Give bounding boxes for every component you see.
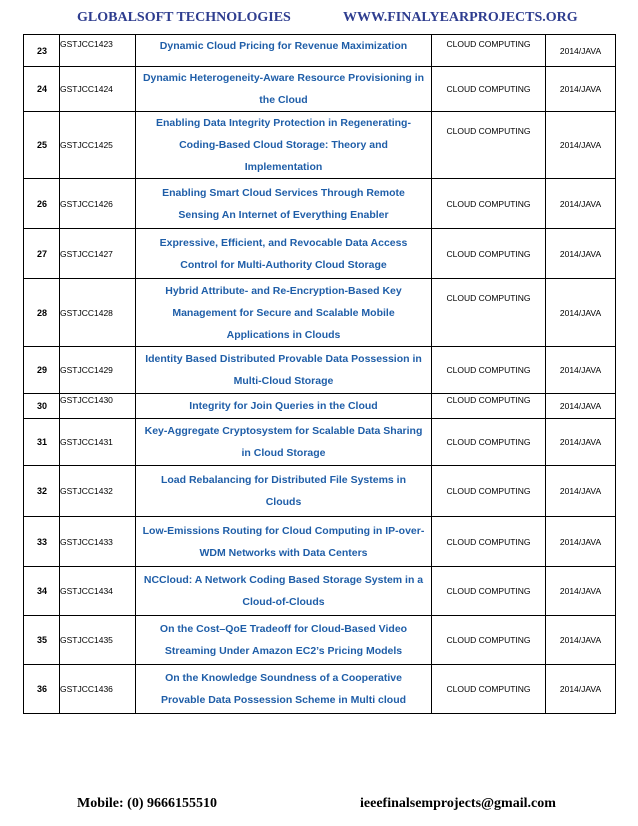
- project-code: GSTJCC1435: [60, 616, 136, 665]
- mobile-number: Mobile: (0) 9666155510: [77, 796, 217, 811]
- project-domain: CLOUD COMPUTING: [432, 179, 546, 229]
- table-row: [24, 665, 616, 714]
- row-number: 31: [24, 419, 60, 466]
- projects-table: [23, 34, 616, 714]
- project-title: [136, 67, 432, 112]
- project-domain: CLOUD COMPUTING: [432, 517, 546, 567]
- project-title-text: Dynamic Cloud Pricing for Revenue Maximization: [159, 40, 408, 52]
- project-code: GSTJCC1436: [60, 665, 136, 714]
- project-title: [136, 567, 432, 616]
- project-domain: CLOUD COMPUTING: [432, 112, 546, 179]
- table-row: [24, 179, 616, 229]
- project-title: [136, 665, 432, 714]
- project-domain: CLOUD COMPUTING: [432, 67, 546, 112]
- project-domain: CLOUD COMPUTING: [432, 567, 546, 616]
- row-number: 33: [24, 517, 60, 567]
- table-row: [24, 35, 616, 67]
- project-title-text: Expressive, Efficient, and Revocable Data Access Control for Multi-Authority Cloud Storage: [159, 236, 408, 271]
- row-number: 29: [24, 347, 60, 394]
- project-code: GSTJCC1426: [60, 179, 136, 229]
- project-year: 2014/JAVA: [546, 567, 616, 616]
- project-year: 2014/JAVA: [546, 419, 616, 466]
- project-domain: CLOUD COMPUTING: [432, 35, 546, 67]
- project-title-text: NCCloud: A Network Coding Based Storage System in a Cloud-of-Clouds: [143, 574, 424, 608]
- project-title-text: Load Rebalancing for Distributed File Systems in Clouds: [160, 474, 407, 508]
- project-year: 2014/JAVA: [546, 466, 616, 517]
- table-row: [24, 466, 616, 517]
- project-title-text: Identity Based Distributed Provable Data Possession in Multi-Cloud Storage: [145, 353, 422, 387]
- project-year: 2014/JAVA: [546, 347, 616, 394]
- row-number: 30: [24, 394, 60, 419]
- project-domain: CLOUD COMPUTING: [432, 616, 546, 665]
- project-title: [136, 112, 432, 179]
- project-year: 2014/JAVA: [546, 616, 616, 665]
- table-row: [24, 616, 616, 665]
- project-year: 2014/JAVA: [546, 112, 616, 179]
- project-title: [136, 616, 432, 665]
- project-year: 2014/JAVA: [546, 67, 616, 112]
- project-code: GSTJCC1434: [60, 567, 136, 616]
- project-year: 2014/JAVA: [546, 517, 616, 567]
- project-title: [136, 229, 432, 279]
- project-title-text: Hybrid Attribute- and Re-Encryption-Based Key Management for Secure and Scalable Mobile Applications in Clouds: [165, 284, 402, 341]
- row-number: 35: [24, 616, 60, 665]
- project-title-text: Dynamic Heterogeneity-Aware Resource Provisioning in the Cloud: [142, 72, 425, 106]
- row-number: 27: [24, 229, 60, 279]
- project-title: [136, 394, 432, 419]
- row-number: 24: [24, 67, 60, 112]
- project-title: [136, 517, 432, 567]
- project-title-text: Enabling Data Integrity Protection in Regenerating-Coding-Based Cloud Storage: Theory and Implementation: [156, 117, 411, 173]
- table-row: [24, 567, 616, 616]
- row-number: 34: [24, 567, 60, 616]
- project-title: [136, 347, 432, 394]
- row-number: 36: [24, 665, 60, 714]
- table-row: [24, 67, 616, 112]
- project-title: [136, 279, 432, 347]
- table-row: [24, 347, 616, 394]
- project-title: [136, 419, 432, 466]
- project-title: [136, 179, 432, 229]
- project-domain: CLOUD COMPUTING: [432, 466, 546, 517]
- project-title-text: Key-Aggregate Cryptosystem for Scalable Data Sharing in Cloud Storage: [144, 425, 423, 459]
- project-domain: CLOUD COMPUTING: [432, 665, 546, 714]
- project-code: GSTJCC1432: [60, 466, 136, 517]
- company-name: GLOBALSOFT TECHNOLOGIES: [77, 10, 291, 25]
- project-domain: CLOUD COMPUTING: [432, 229, 546, 279]
- project-title-text: Integrity for Join Queries in the Cloud: [189, 400, 378, 412]
- email-link[interactable]: ieeefinalsemprojects@gmail.com: [360, 796, 556, 811]
- project-year: 2014/JAVA: [546, 665, 616, 714]
- project-code: GSTJCC1427: [60, 229, 136, 279]
- project-domain: CLOUD COMPUTING: [432, 419, 546, 466]
- page-header: [0, 10, 638, 30]
- table-row: [24, 419, 616, 466]
- project-year: 2014/JAVA: [546, 279, 616, 347]
- project-code: GSTJCC1423: [60, 35, 136, 67]
- project-code: GSTJCC1430: [60, 394, 136, 419]
- row-number: 26: [24, 179, 60, 229]
- project-title: [136, 35, 432, 67]
- project-title-text: On the Cost–QoE Tradeoff for Cloud-Based Video Streaming Under Amazon EC2’s Pricing Models: [159, 623, 408, 657]
- row-number: 23: [24, 35, 60, 67]
- project-title: [136, 466, 432, 517]
- project-code: GSTJCC1431: [60, 419, 136, 466]
- table-row: [24, 394, 616, 419]
- project-code: GSTJCC1433: [60, 517, 136, 567]
- project-year: 2014/JAVA: [546, 179, 616, 229]
- table-row: [24, 112, 616, 179]
- project-domain: CLOUD COMPUTING: [432, 394, 546, 419]
- website-link[interactable]: WWW.FINALYEARPROJECTS.ORG: [343, 10, 578, 25]
- row-number: 32: [24, 466, 60, 517]
- project-year: 2014/JAVA: [546, 35, 616, 67]
- project-code: GSTJCC1424: [60, 67, 136, 112]
- project-domain: CLOUD COMPUTING: [432, 279, 546, 347]
- project-year: 2014/JAVA: [546, 394, 616, 419]
- project-title-text: On the Knowledge Soundness of a Cooperative Provable Data Possession Scheme in Multi cloud: [160, 672, 407, 706]
- table-row: [24, 517, 616, 567]
- row-number: 25: [24, 112, 60, 179]
- project-title-text: Enabling Smart Cloud Services Through Remote Sensing An Internet of Everything Enabler: [162, 186, 405, 221]
- page-footer: [0, 796, 638, 816]
- table-row: [24, 279, 616, 347]
- table-row: [24, 229, 616, 279]
- project-domain: CLOUD COMPUTING: [432, 347, 546, 394]
- project-title-text: Low-Emissions Routing for Cloud Computing in IP-over-WDM Networks with Data Centers: [142, 524, 425, 559]
- project-code: GSTJCC1425: [60, 112, 136, 179]
- project-year: 2014/JAVA: [546, 229, 616, 279]
- row-number: 28: [24, 279, 60, 347]
- project-code: GSTJCC1429: [60, 347, 136, 394]
- project-code: GSTJCC1428: [60, 279, 136, 347]
